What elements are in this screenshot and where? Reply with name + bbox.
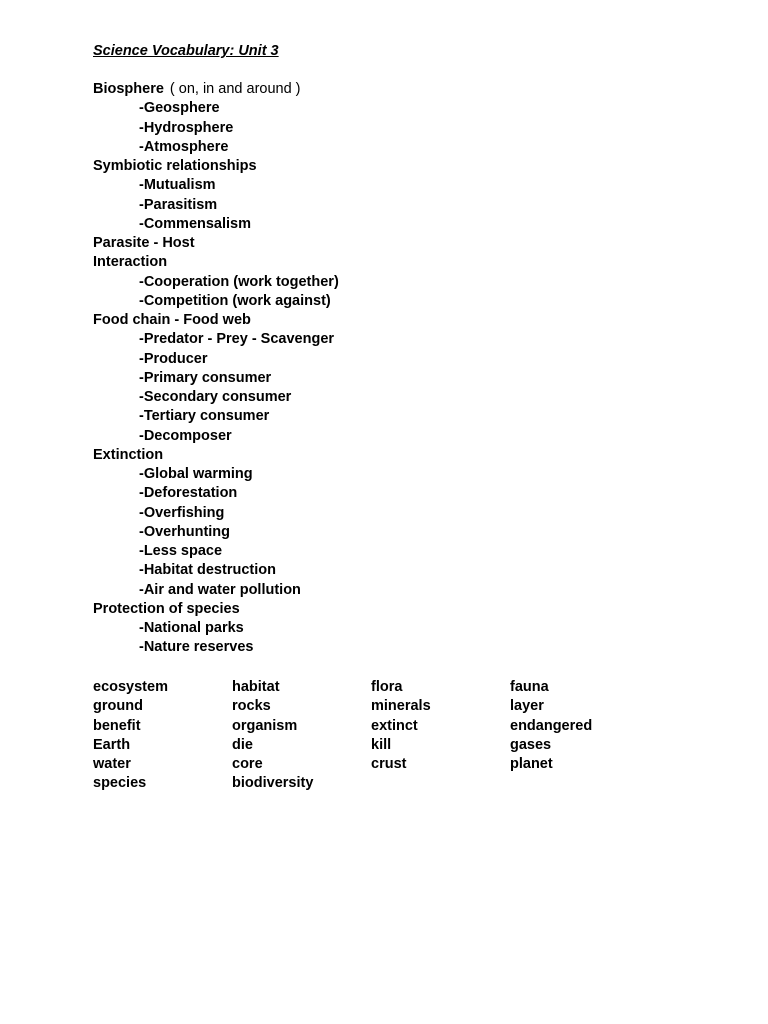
- word-bank-word: biodiversity: [232, 775, 314, 792]
- word-bank-word: water: [93, 756, 131, 772]
- word-bank-word: flora: [371, 679, 403, 695]
- word-bank-word: minerals: [371, 698, 431, 715]
- word-bank-word: extinct: [371, 717, 418, 734]
- vocab-subterm: -Hydrosphere: [139, 119, 234, 136]
- vocab-subterm: -Deforestation: [139, 485, 238, 502]
- word-bank-word: layer: [510, 698, 544, 715]
- vocab-subterm: -Tertiary consumer: [139, 408, 270, 425]
- vocab-term-note: ( on, in and around ): [169, 81, 301, 97]
- word-bank-word: benefit: [93, 717, 141, 734]
- vocab-term-label: Biosphere: [93, 81, 164, 97]
- vocab-subterm: -Habitat destruction: [139, 562, 276, 579]
- vocab-subterm: -Commensalism: [139, 215, 252, 232]
- vocab-term-biosphere: [93, 80, 339, 99]
- vocab-subterm: -Geosphere: [139, 100, 220, 117]
- vocab-subterm: -Predator - Prey - Scavenger: [139, 331, 335, 348]
- vocab-subterm: -Parasitism: [139, 196, 218, 213]
- vocab-subterm: -Competition (work against): [139, 292, 331, 309]
- vocabulary-list: [93, 80, 339, 658]
- vocab-term: Food chain - Food web: [93, 312, 251, 328]
- vocab-subterm: -Global warming: [139, 466, 253, 482]
- vocab-subterm: -Mutualism: [139, 177, 216, 194]
- word-bank-word: rocks: [232, 698, 271, 715]
- vocab-term: Symbiotic relationships: [93, 158, 257, 174]
- word-bank-word: crust: [371, 756, 407, 772]
- vocab-subterm: -National parks: [139, 620, 244, 636]
- vocab-term: Extinction: [93, 446, 164, 463]
- vocab-subterm: -Producer: [139, 350, 208, 367]
- vocab-subterm: -Atmosphere: [139, 138, 229, 155]
- word-bank-word: ground: [93, 698, 143, 715]
- vocab-term: Parasite - Host: [93, 235, 195, 251]
- vocab-subterm: -Cooperation (work together): [139, 273, 339, 290]
- vocab-subterm: -Overhunting: [139, 523, 231, 540]
- vocab-term: Interaction: [93, 254, 168, 271]
- word-bank-word: [371, 774, 510, 793]
- word-bank-word: fauna: [510, 679, 549, 695]
- page-title: Science Vocabulary: Unit 3: [93, 43, 279, 59]
- vocab-subterm: -Secondary consumer: [139, 389, 292, 405]
- vocab-subterm: -Primary consumer: [139, 369, 272, 386]
- word-bank-word: gases: [510, 736, 552, 753]
- vocab-subterm: -Decomposer: [139, 427, 232, 444]
- word-bank-word: die: [232, 736, 253, 753]
- word-bank-word: endangered: [510, 717, 593, 734]
- word-bank-word: core: [232, 756, 263, 772]
- word-bank-word: kill: [371, 736, 392, 753]
- vocab-subterm: -Nature reserves: [139, 639, 254, 656]
- word-bank-word: species: [93, 775, 147, 792]
- word-bank: [93, 678, 649, 794]
- vocab-term: Protection of species: [93, 600, 240, 617]
- word-bank-word: organism: [232, 717, 298, 734]
- vocab-subterm: -Less space: [139, 543, 223, 559]
- word-bank-word: Earth: [93, 736, 131, 753]
- word-bank-word: ecosystem: [93, 679, 168, 695]
- word-bank-word: planet: [510, 756, 553, 772]
- vocab-subterm: -Air and water pollution: [139, 581, 301, 598]
- word-bank-word: habitat: [232, 679, 280, 695]
- word-bank-word: [510, 774, 649, 793]
- vocab-subterm: -Overfishing: [139, 504, 225, 521]
